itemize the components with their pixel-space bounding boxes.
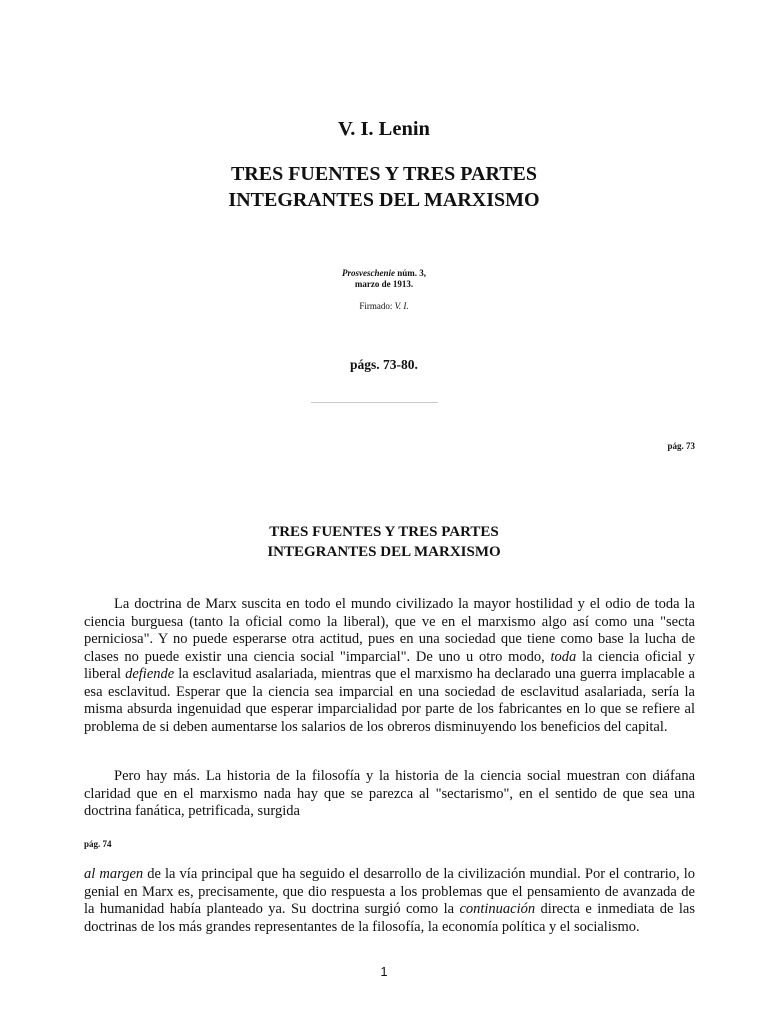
- p3-text-a: de la vía principal que ha seguido el desarrollo de la civilización mundial. Por el contrario, lo genial en Marx es, precisamente, que dio respuesta a los problemas que el pensamiento de avanzada de la humanidad había planteado ya. Su doctrina surgió como la: [84, 866, 695, 917]
- p1-text-c: la esclavitud asalariada, mientras que el marxismo ha declarado una guerra implacable a esa esclavitud. Esperar que la ciencia sea imparcial en una sociedad de esclavitud asalariada, sería la misma absurda ingenuidad que esperar imparcialidad por parte de los fabricantes en lo que se refiere al problema de si deben aumentarse los salarios de los obreros disminuyendo los beneficios del capital.: [84, 666, 695, 735]
- paragraph-2: [84, 768, 695, 821]
- paragraph-3: [84, 866, 695, 936]
- journal-issue: núm. 3,: [394, 268, 426, 278]
- source-date: marzo de 1913.: [354, 279, 414, 289]
- p3-text-b: directa e inmediata de las doctrinas de los más grandes representantes de la filosofía, la economía política y el socialismo.: [84, 901, 695, 935]
- p1-text-a: La doctrina de Marx suscita en todo el mundo civilizado la mayor hostilidad y el odio de toda la ciencia burguesa (tanto la oficial como la liberal), que ve en el marxismo algo así como una "secta perniciosa". Y no puede esperarse otra actitud, pues en una sociedad que tiene como base la lucha de clases no puede existir una ciencia social "imparcial". De uno u otro modo,: [84, 596, 695, 665]
- signed-label: Firmado:: [359, 301, 395, 311]
- source-info: [0, 268, 768, 290]
- p3-emphasis-2: continuación: [459, 901, 536, 917]
- divider: [311, 402, 438, 403]
- title-line-1: TRES FUENTES Y TRES PARTES: [230, 163, 538, 185]
- paragraph-3-text: [84, 866, 695, 936]
- section-title-line-1: TRES FUENTES Y TRES PARTES: [269, 524, 499, 540]
- document-title: [0, 161, 768, 213]
- source-journal-line: [0, 268, 768, 279]
- section-title: [0, 522, 768, 562]
- paragraph-2-text: Pero hay más. La historia de la filosofía y la historia de la ciencia social muestran con diáfana claridad que en el marxismo nada hay que se parezca al "sectarismo", en el sentido de que sea una doctrina fanática, petrificada, surgida: [84, 768, 695, 819]
- paragraph-1: [84, 596, 695, 736]
- page-number: 1: [380, 964, 388, 979]
- signed-value: V. I.: [394, 301, 409, 311]
- page-range: págs. 73-80.: [350, 357, 418, 372]
- journal-name: Prosveschenie: [341, 268, 395, 278]
- title-line-2: INTEGRANTES DEL MARXISMO: [228, 189, 540, 211]
- signed-line: [0, 301, 768, 311]
- p1-emphasis-2: defiende: [125, 666, 175, 682]
- p1-emphasis-1: toda: [550, 648, 577, 665]
- p3-emphasis-1: al margen: [84, 866, 144, 882]
- section-title-line-2: INTEGRANTES DEL MARXISMO: [267, 544, 501, 560]
- p1-text-b: la ciencia oficial y liberal: [84, 648, 695, 682]
- page-marker-73: pág. 73: [667, 441, 695, 451]
- author-name: V. I. Lenin: [338, 118, 430, 140]
- paragraph-1-text: [84, 596, 695, 736]
- page-marker-74: pág. 74: [84, 839, 112, 849]
